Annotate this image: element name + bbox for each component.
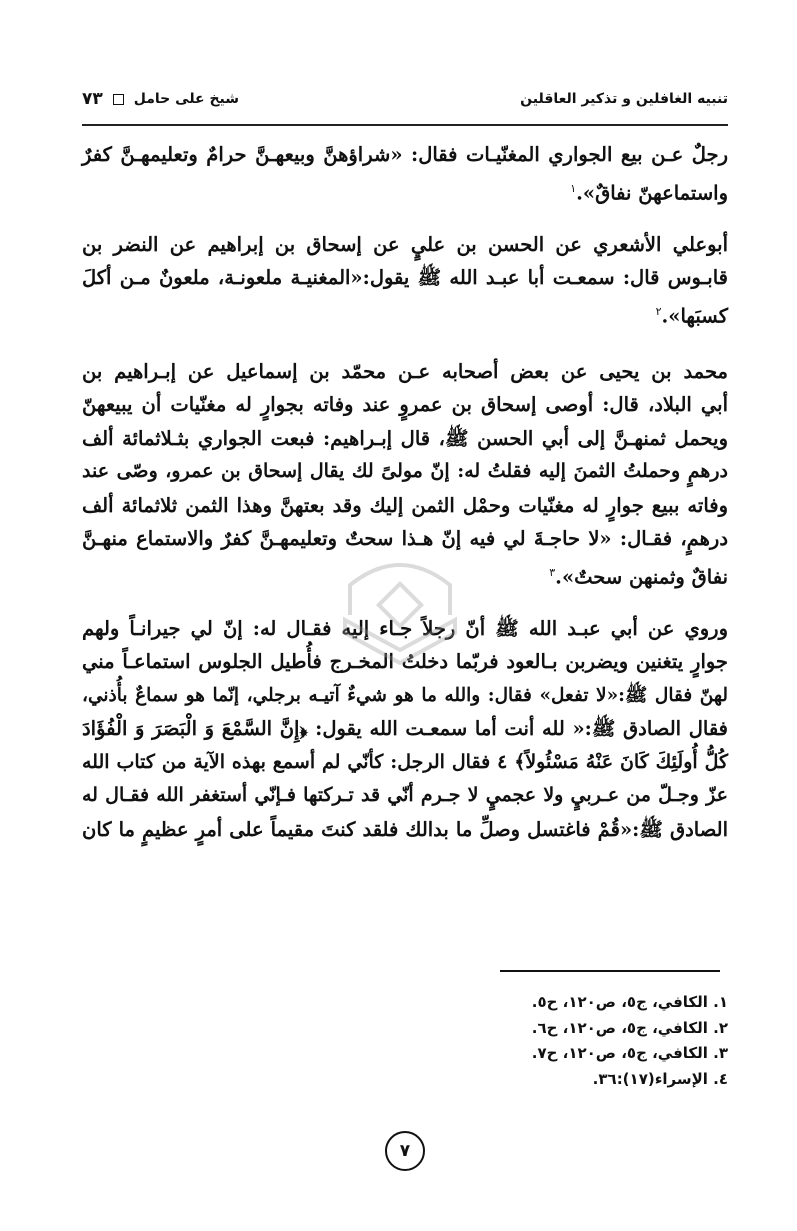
text-line-content: كسبَها». <box>661 304 728 327</box>
text-line: درهمٍ وحملتُ الثمنَ إليه فقلتُ له: إنّ مولىً لك يقال إسحاق بن عمرو، وصّى عند <box>82 460 728 482</box>
text-line: محمد بن يحيى عن بعض أصحابه عـن محمّد بن إسماعيل عن إبـراهيم بن <box>82 359 728 383</box>
text-line: عزّ وجـلّ من عـربيٍ ولا عجميٍ لا جـرم أنّي قد تـركتها فـإنّي أستغفر الله فقـال له <box>82 784 728 806</box>
text-line: ويحمل ثمنهـنَّ إلى أبي الحسن ﷺ، قال إبـراهيم: فبعت الجواري بثـلاثمائة ألف <box>82 426 728 450</box>
body-text <box>82 138 728 860</box>
paragraph-4 <box>82 612 728 847</box>
text-line-content: واستماعهنّ نفاقٌ». <box>576 181 728 204</box>
text-line-content: نفاقٌ وثمنهن سحتٌ». <box>555 565 728 588</box>
footnote-ref[interactable]: ٣ <box>549 565 556 579</box>
paragraph-2 <box>82 228 728 333</box>
paragraph-1 <box>82 138 728 210</box>
text-line: جوارٍ يتغنين ويضربن بـالعود فربّما دخلتُ المخـرج فأُطيل الجلوس استماعـاً مني <box>82 650 728 673</box>
text-line <box>82 172 728 210</box>
text-line <box>82 295 728 333</box>
header-divider <box>82 124 728 126</box>
paragraph-3 <box>82 355 728 594</box>
chapter-title: شيخ على حامل <box>133 91 240 107</box>
header-left-group <box>82 89 239 109</box>
text-line <box>82 556 728 594</box>
header-page-number: ٧٣ <box>82 89 103 109</box>
square-separator-icon <box>113 94 124 105</box>
text-line: درهمٍ، فقـال: «لا حاجـةَ لي فيه إنّ هـذا سحتٌ وتعليمهـنَّ كفرٌ والاستماع منهـنَّ <box>82 527 728 550</box>
text-line: الصادق ﷺ:«قُمْ فاغتسل وصلِّ ما بدالك فلقد كنتَ مقيماً على أمرٍ عظيمٍ ما كان <box>82 817 728 841</box>
text-line: أبوعلي الأشعري عن الحسن بن عليٍ عن إسحاق بن إبراهيم عن النضر بن <box>82 232 728 256</box>
text-line: لهنّ فقال ﷺ:«لا تفعل» فقال: والله ما هو شيءٌ آتيـه برجلي، إنّما هو سماعٌ بأُذني، <box>82 684 728 706</box>
book-title: تنبيه الغافلين و تذكير العاقلين <box>520 91 728 107</box>
page-number-badge: ٧ <box>385 1131 425 1171</box>
footnote-item: ١. الكافي، ج٥، ص١٢٠، ح٥. <box>531 993 728 1011</box>
footnote-item: ٤. الإسراء(١٧):٣٦. <box>592 1069 728 1088</box>
footnote-ref[interactable]: ١ <box>570 181 577 195</box>
text-line: وروي عن أبي عبـد الله ﷺ أنّ رجلاً جـاء إليه فقـال له: إنّ لي جيرانـاً ولهم <box>82 616 728 640</box>
text-line: أبي البلاد، قال: أوصى إسحاق بن عمروٍ عند وفاته بجوارٍ له مغنّيات أن يبيعهنّ <box>82 393 728 416</box>
text-line: فقال الصادق ﷺ:« لله أنت أما سمعـت الله يقول: ﴿إِنَّ السَّمْعَ وَ الْبَصَرَ وَ الْفُؤَادَ <box>82 717 728 740</box>
footnote-item: ٣. الكافي، ج٥، ص١٢٠، ح٧. <box>531 1044 728 1062</box>
footnotes <box>380 990 728 1092</box>
footnote-divider <box>500 970 720 972</box>
text-line: وفاته ببيع جوارٍ له مغنّيات وحمْل الثمن إليك وقد بعتهنَّ وهذا الثمن ثلاثمائة ألف <box>82 493 728 517</box>
text-line: كُلُّ أُولَئِكَ كَانَ عَنْهُ مَسْئُولاً﴾ ٤ فقال الرجل: كأنّي لم أسمع بهذه الآية من كتاب الله <box>82 750 729 773</box>
running-header <box>82 86 728 112</box>
text-line: قابـوس قال: سمعـت أبا عبـد الله ﷺ يقول:«المغنيـة ملعونـة، ملعونٌ مـن أكلَ <box>82 266 728 289</box>
text-line: رجلٌ عـن بيع الجواري المغنّيـات فقال: «شراؤهنَّ وبيعهـنَّ حرامٌ وتعليمهـنَّ كفرٌ <box>82 143 728 166</box>
footnote-ref[interactable]: ٢ <box>655 304 662 318</box>
footnote-item: ٢. الكافي، ج٥، ص١٢٠، ح٦. <box>531 1018 728 1037</box>
